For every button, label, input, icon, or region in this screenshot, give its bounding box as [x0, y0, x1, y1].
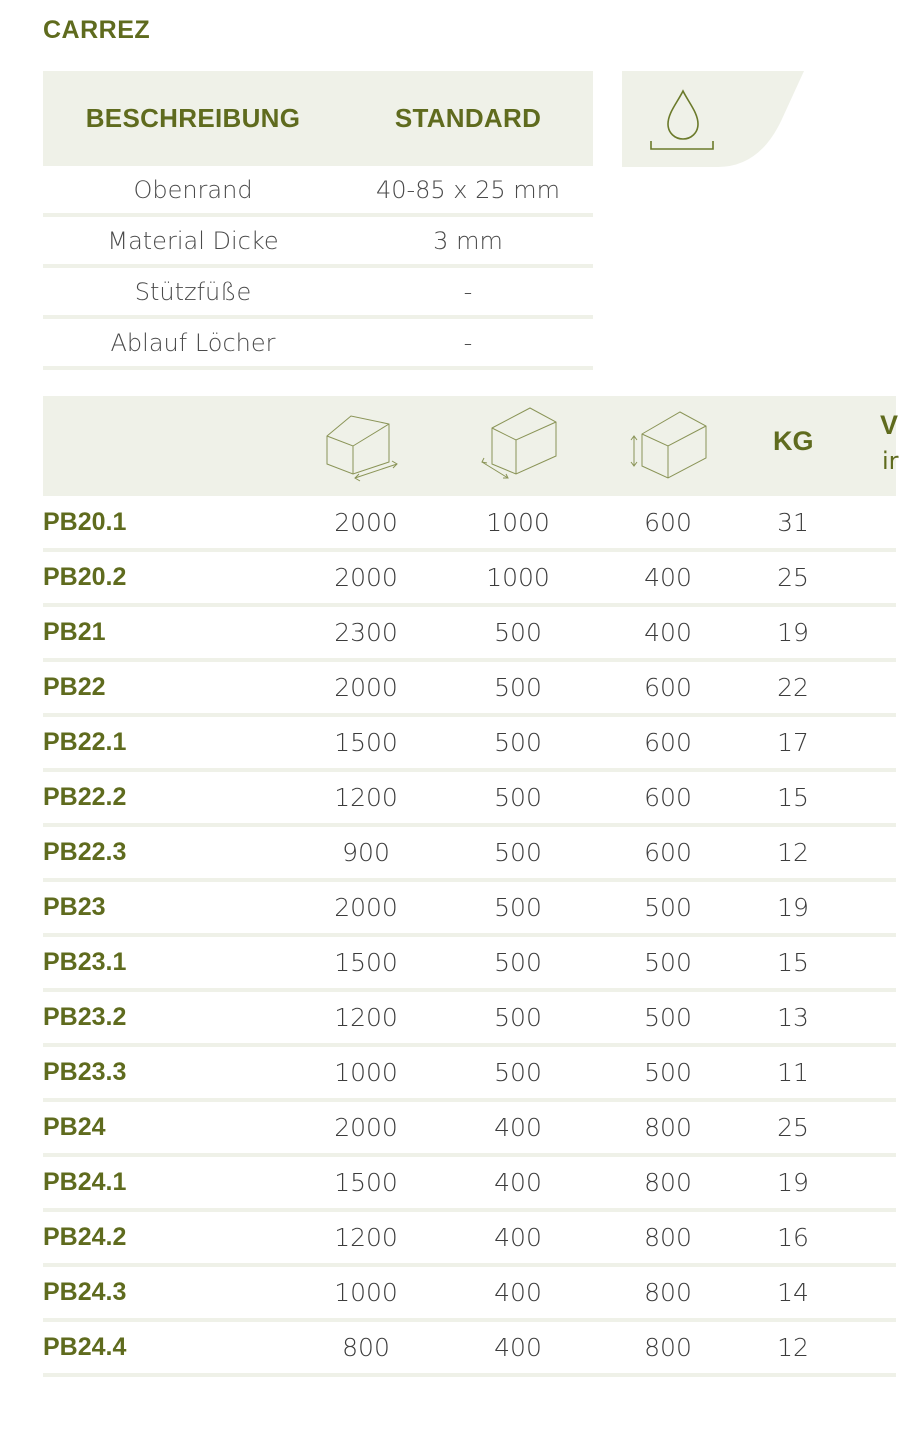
- width-cell: 400: [494, 1113, 542, 1142]
- table-row: [43, 1212, 896, 1267]
- width-cell: 500: [494, 673, 542, 702]
- height-cell: 400: [644, 563, 692, 592]
- weight-cell: 17: [777, 728, 809, 757]
- weight-cell: 19: [777, 618, 809, 647]
- product-code: PB22: [43, 673, 106, 701]
- height-cell: 800: [644, 1168, 692, 1197]
- spec-label: Stützfüße: [134, 277, 252, 306]
- width-cell: 1000: [486, 508, 550, 537]
- height-cell: 500: [644, 1058, 692, 1087]
- spec-header-standard: STANDARD: [394, 103, 542, 133]
- product-code: PB22.1: [43, 728, 127, 756]
- length-cell: 1500: [334, 728, 398, 757]
- height-cell: 800: [644, 1113, 692, 1142]
- water-drop-badge: [622, 71, 804, 167]
- width-cell: 500: [494, 893, 542, 922]
- width-cell: 500: [494, 1058, 542, 1087]
- weight-header: KG: [773, 426, 814, 456]
- product-code: PB23: [43, 893, 106, 921]
- spec-value: 3 mm: [433, 226, 503, 255]
- weight-cell: 31: [777, 508, 809, 537]
- spec-value: 40-85 x 25 mm: [375, 175, 561, 204]
- width-cell: 500: [494, 618, 542, 647]
- height-cell: 800: [644, 1223, 692, 1252]
- spec-label: Material Dicke: [107, 226, 279, 255]
- length-cell: 1200: [334, 783, 398, 812]
- product-code: PB22.3: [43, 838, 127, 866]
- spec-table: [43, 71, 593, 370]
- table-row: [43, 1157, 896, 1212]
- weight-cell: 15: [777, 948, 809, 977]
- product-code: PB24.2: [43, 1223, 127, 1251]
- product-code: PB22.2: [43, 783, 127, 811]
- weight-cell: 11: [777, 1058, 809, 1087]
- product-code: PB24.3: [43, 1278, 127, 1306]
- spec-table-header: [43, 71, 593, 166]
- product-code: PB24.4: [43, 1333, 127, 1361]
- width-cell: 400: [494, 1223, 542, 1252]
- length-cell: 900: [342, 838, 390, 867]
- spec-value: -: [463, 328, 473, 357]
- table-row: [43, 772, 896, 827]
- width-cell: 500: [494, 728, 542, 757]
- product-code: PB21: [43, 618, 106, 646]
- product-table-body: [43, 497, 896, 1377]
- truncated-subheader: ir: [882, 447, 899, 475]
- length-cell: 1200: [334, 1003, 398, 1032]
- length-cell: 1000: [334, 1278, 398, 1307]
- height-cell: 800: [644, 1278, 692, 1307]
- product-table-header: [43, 396, 899, 496]
- product-code: PB23.3: [43, 1058, 127, 1086]
- weight-cell: 12: [777, 838, 809, 867]
- table-row: [43, 992, 896, 1047]
- table-row: [43, 937, 896, 992]
- weight-cell: 19: [777, 893, 809, 922]
- length-cell: 1200: [334, 1223, 398, 1252]
- weight-cell: 13: [777, 1003, 809, 1032]
- product-code: PB24.1: [43, 1168, 127, 1196]
- height-cell: 600: [644, 728, 692, 757]
- table-row: [43, 882, 896, 937]
- table-row: [43, 607, 896, 662]
- weight-cell: 16: [777, 1223, 809, 1252]
- product-code: PB20.1: [43, 508, 127, 536]
- spec-value: -: [463, 277, 473, 306]
- height-cell: 500: [644, 893, 692, 922]
- height-cell: 500: [644, 948, 692, 977]
- weight-cell: 12: [777, 1333, 809, 1362]
- height-cell: 500: [644, 1003, 692, 1032]
- height-cell: 600: [644, 838, 692, 867]
- width-cell: 400: [494, 1168, 542, 1197]
- truncated-header: V: [880, 410, 899, 440]
- spec-header-description: BESCHREIBUNG: [85, 103, 301, 133]
- water-drop-icon: [622, 71, 804, 167]
- box-length-icon: [325, 404, 407, 488]
- table-row: [43, 1322, 896, 1377]
- spec-row: [43, 217, 593, 268]
- product-code: PB23.2: [43, 1003, 127, 1031]
- box-width-icon: [478, 404, 560, 488]
- table-row: [43, 552, 896, 607]
- length-cell: 2000: [334, 1113, 398, 1142]
- product-code: PB20.2: [43, 563, 127, 591]
- table-row: [43, 662, 896, 717]
- length-cell: 2000: [334, 673, 398, 702]
- height-cell: 600: [644, 508, 692, 537]
- width-cell: 500: [494, 783, 542, 812]
- spec-row: [43, 268, 593, 319]
- table-row: [43, 1102, 896, 1157]
- length-cell: 2000: [334, 893, 398, 922]
- weight-cell: 25: [777, 563, 809, 592]
- table-row: [43, 1267, 896, 1322]
- box-height-icon: [628, 404, 710, 488]
- width-cell: 500: [494, 1003, 542, 1032]
- width-cell: 500: [494, 838, 542, 867]
- length-cell: 2000: [334, 563, 398, 592]
- height-cell: 400: [644, 618, 692, 647]
- height-cell: 600: [644, 783, 692, 812]
- width-cell: 400: [494, 1278, 542, 1307]
- length-cell: 1500: [334, 948, 398, 977]
- spec-row: [43, 319, 593, 370]
- table-row: [43, 717, 896, 772]
- width-cell: 500: [494, 948, 542, 977]
- weight-cell: 14: [777, 1278, 809, 1307]
- weight-cell: 25: [777, 1113, 809, 1142]
- spec-row: [43, 166, 593, 217]
- length-cell: 1500: [334, 1168, 398, 1197]
- height-cell: 600: [644, 673, 692, 702]
- length-cell: 2000: [334, 508, 398, 537]
- weight-cell: 19: [777, 1168, 809, 1197]
- table-row: [43, 1047, 896, 1102]
- width-cell: 1000: [486, 563, 550, 592]
- spec-label: Obenrand: [133, 175, 253, 204]
- height-cell: 800: [644, 1333, 692, 1362]
- weight-cell: 22: [777, 673, 809, 702]
- page-title: CARREZ: [43, 16, 151, 44]
- length-cell: 800: [342, 1333, 390, 1362]
- product-code: PB24: [43, 1113, 106, 1141]
- table-row: [43, 497, 896, 552]
- length-cell: 1000: [334, 1058, 398, 1087]
- spec-label: Ablauf Löcher: [110, 328, 276, 357]
- product-code: PB23.1: [43, 948, 127, 976]
- length-cell: 2300: [334, 618, 398, 647]
- width-cell: 400: [494, 1333, 542, 1362]
- table-row: [43, 827, 896, 882]
- weight-cell: 15: [777, 783, 809, 812]
